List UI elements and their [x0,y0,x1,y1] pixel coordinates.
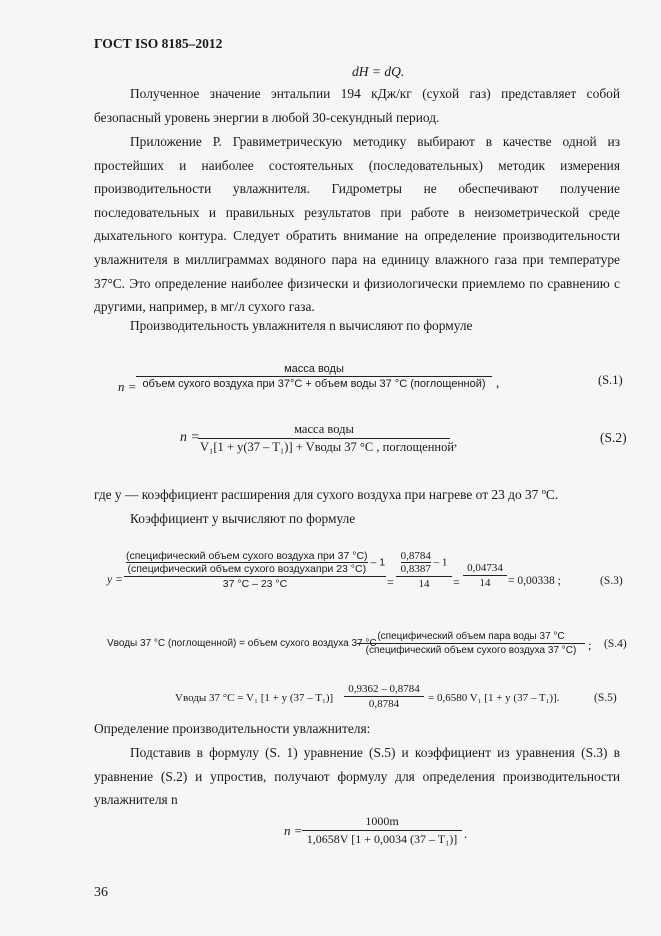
top-formula: dH = dQ. [352,64,405,79]
eq-s2-denominator: V₁[1 + y(37 – T₁)] + Vводы 37 °С , поглощенной [200,440,455,454]
eq-s5-rhs: = 0,6580 V₁ [1 + y (37 – T₁)]. [428,692,560,704]
paragraph-6: Определение производительности увлажнителя: [94,721,371,736]
paragraph-7: Подставив в формулу (S. 1) уравнение (S.5) и коэффициент из уравнения (S.3) в уравнение (S.2) и упростив, получают формулу для определения производительности увлажнителя n [94,745,620,808]
eq-s3-f3-denominator: 14 [463,575,507,589]
eq-s4-tail: ; [588,638,592,652]
eq-final-fraction [302,814,462,847]
paragraph-2: Приложение Р. Гравиметрическую методику выбирают в качестве одной из простейших и наиболее состоятельных (последовательных) методик измерения производительности увлажнителя. Гидрометры не обеспечивают получение последовательных и правильных результатов при работе в неизометрической среде дыхательного контура. Следует обратить внимание на определение производительности увлажнителя в миллиграммах водяного пара на единицу влажного газа при температуре 37°С. Это определение наиболее физически и физиологически приемлемо по сравнению с другими, например, в мг/л сухого газа. [94,134,620,315]
eq-s3-f1-numerator [124,550,386,576]
eq-final-numerator: 1000m [365,814,399,828]
eq-s3-fraction-2 [396,550,452,590]
eq-s3-f1-denominator: 37 °С – 23 °С [124,576,386,590]
document-header: ГОСТ ISO 8185–2012 [94,36,223,51]
eq-s2-lhs: n = [180,430,200,445]
eq-s3-fraction-3 [463,562,507,589]
eq-s5-numerator: 0,9362 – 0,8784 [348,683,420,695]
eq-s3-f3-numerator: 0,04734 [467,562,503,574]
paragraph-5: Коэффициент y вычисляют по формуле [130,511,356,526]
eq-s3-result: = 0,00338 ; [508,575,561,587]
eq-s3-label: (S.3) [600,575,623,587]
paragraph-1: Полученное значение энтальпии 194 кДж/кг (сухой газ) представляет собой безопасный уровень энергии в любой 30-секундный период. [94,86,620,125]
eq-s3-fraction-1 [124,550,386,590]
eq-s5-label: (S.5) [594,692,617,704]
eq-s5-denominator: 0,8784 [344,696,424,710]
eq-s3-f2-numerator [396,550,452,576]
eq-s3-lhs: y = [107,574,123,586]
eq-s3-f2-denominator: 14 [396,576,452,590]
eq-s3-f2-inner-num: 0,8784 [400,550,431,562]
eq-s3-equals-2: = [453,575,460,589]
eq-s4-numerator: (специфический объем пара воды 37 °С [377,631,565,642]
eq-s1-label: (S.1) [598,373,623,387]
eq-s3-f2-inner-den: 0,8387 [400,563,431,575]
eq-s5-lhs: Vводы 37 °С = V₁ [1 + y (37 – T₁)] [175,692,334,704]
eq-s1-denominator: объем сухого воздуха при 37°С + объем воды 37 °С (поглощенной) [136,376,492,390]
page-number: 36 [94,885,108,900]
eq-s4-label: (S.4) [604,638,627,650]
eq-s2-fraction [198,422,455,455]
eq-s3-f2-inner [401,550,431,575]
eq-final-denominator: 1,0658V [1 + 0,0034 (37 – T₁)] [302,830,462,847]
eq-s4-fraction [357,631,585,656]
eq-s3-f1-minus-one: – 1 [370,556,386,569]
eq-s3-f1-inner-den: (специфический объем сухого воздухапри 23 °С) [127,563,367,575]
eq-s1-numerator: масса воды [284,363,344,375]
paragraph-3: Производительность увлажнителя n вычисляют по формуле [130,318,473,333]
eq-s4-lhs: Vводы 37 °С (поглощенной) = объем сухого воздуха 37 °С · [107,638,383,649]
eq-s2-numerator: масса воды [294,422,354,436]
paragraph-4: где y — коэффициент расширения для сухого воздуха при нагреве от 23 до 37 ºС. [94,487,559,502]
eq-s1-fraction [136,363,492,390]
eq-s2-tail: , [454,434,458,449]
eq-s3-f1-inner-num: (специфический объем сухого воздуха при 37 °С) [126,550,368,562]
eq-final-lhs: n = [284,823,303,838]
eq-final-tail: . [464,826,468,841]
eq-s3-f1-inner [126,550,368,575]
eq-s1-lhs: n = [118,379,137,394]
eq-s1-tail: , [496,375,500,390]
eq-s4-denominator: (специфический объем сухого воздуха 37 °С) [357,643,585,656]
eq-s2-label: (S.2) [600,430,627,445]
eq-s5-fraction [344,683,424,710]
eq-s3-f2-minus-one: – 1 [433,556,448,569]
eq-s3-equals-1: = [387,575,394,589]
